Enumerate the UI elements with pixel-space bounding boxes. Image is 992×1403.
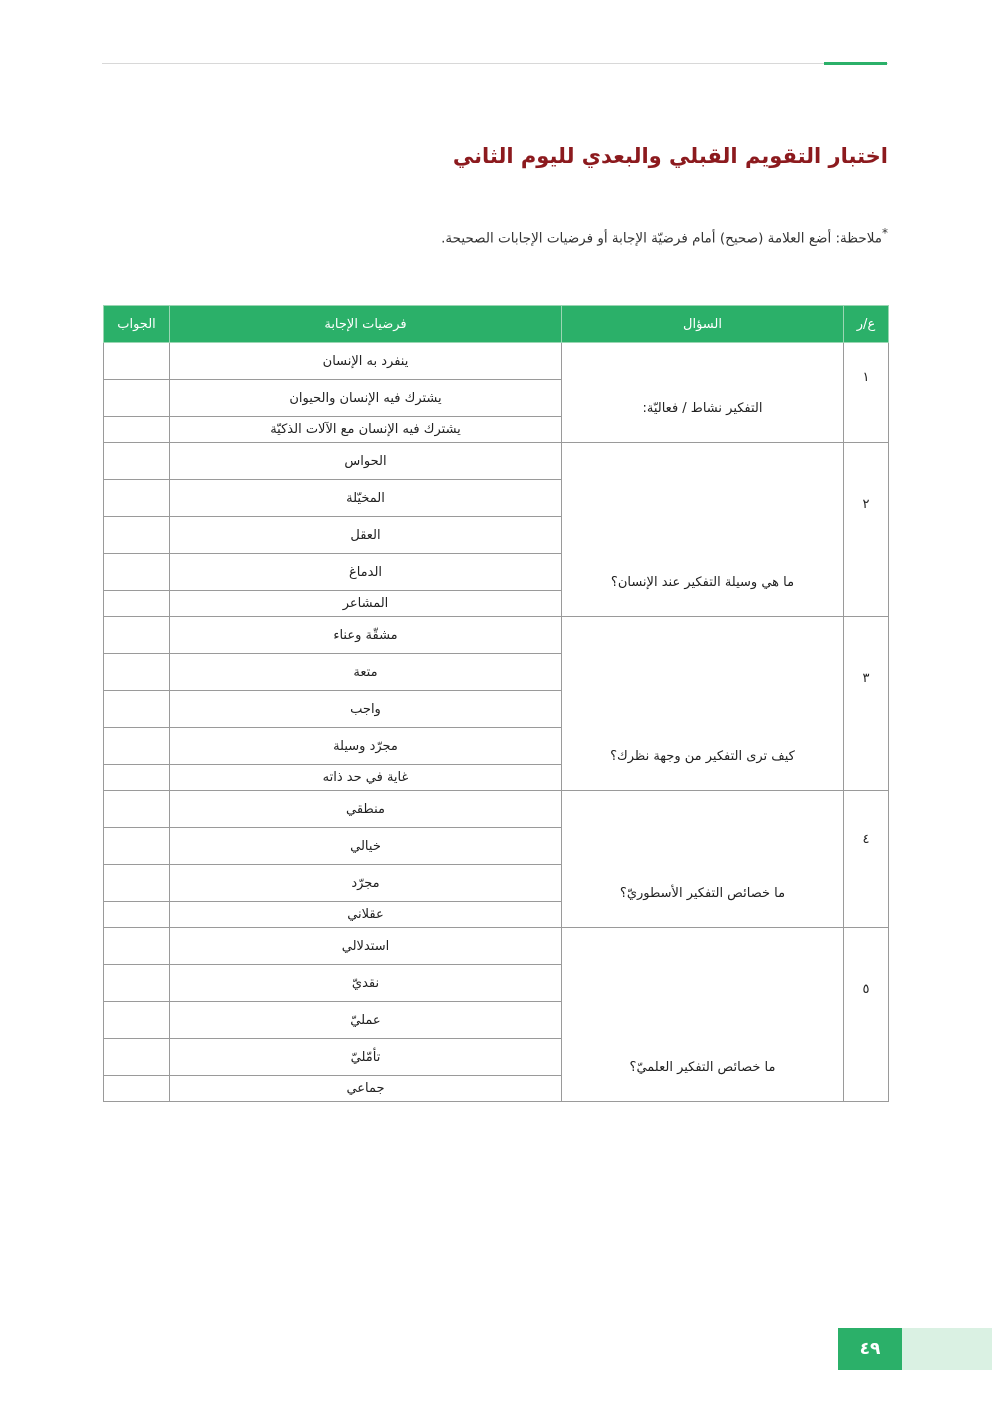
answer-cell[interactable] [104, 1039, 170, 1076]
hypothesis-option: عمليّ [170, 1002, 562, 1039]
hypothesis-option: الحواس [170, 443, 562, 480]
page-number: ٤٩ [838, 1328, 902, 1370]
question-text: كيف ترى التفكير من وجهة نظرك؟ [562, 617, 844, 791]
top-rule [102, 63, 888, 64]
hypothesis-option: واجب [170, 691, 562, 728]
hypothesis-option: نقديّ [170, 965, 562, 1002]
answer-cell[interactable] [104, 617, 170, 654]
hypothesis-option: المخيّلة [170, 480, 562, 517]
answer-cell[interactable] [104, 654, 170, 691]
question-number: ١ [844, 343, 889, 443]
header-number: ع/ر [844, 306, 889, 343]
hypothesis-option: المشاعر [170, 591, 562, 617]
hypothesis-option: مجرّد وسيلة [170, 728, 562, 765]
question-text: ما خصائص التفكير الأسطوريّ؟ [562, 791, 844, 928]
table-row [104, 443, 889, 480]
answer-cell[interactable] [104, 791, 170, 828]
page-strip [902, 1328, 992, 1370]
answer-cell[interactable] [104, 965, 170, 1002]
answer-cell[interactable] [104, 765, 170, 791]
question-text: ما خصائص التفكير العلميّ؟ [562, 928, 844, 1102]
answer-cell[interactable] [104, 343, 170, 380]
question-number: ٥ [844, 928, 889, 1102]
table-body [104, 343, 889, 1102]
answer-cell[interactable] [104, 1002, 170, 1039]
answer-cell[interactable] [104, 902, 170, 928]
evaluation-table [103, 305, 889, 1102]
table-row [104, 343, 889, 380]
answer-cell[interactable] [104, 443, 170, 480]
hypothesis-option: ينفرد به الإنسان [170, 343, 562, 380]
hypothesis-option: العقل [170, 517, 562, 554]
question-text: ما هي وسيلة التفكير عند الإنسان؟ [562, 443, 844, 617]
answer-cell[interactable] [104, 417, 170, 443]
page-title: اختبار التقويم القبلي والبعدي لليوم الثاني [452, 144, 888, 168]
instruction-note [441, 226, 888, 247]
hypothesis-option: يشترك فيه الإنسان والحيوان [170, 380, 562, 417]
answer-cell[interactable] [104, 591, 170, 617]
answer-cell[interactable] [104, 828, 170, 865]
table-header-row [104, 306, 889, 343]
table-row [104, 617, 889, 654]
hypothesis-option: جماعي [170, 1076, 562, 1102]
hypothesis-option: مجرّد [170, 865, 562, 902]
note-text: ملاحظة: أضع العلامة (صحيح) أمام فرضيّة الإجابة أو فرضيات الإجابات الصحيحة. [441, 230, 882, 247]
question-number: ٢ [844, 443, 889, 617]
hypothesis-option: خيالي [170, 828, 562, 865]
hypothesis-option: متعة [170, 654, 562, 691]
answer-cell[interactable] [104, 691, 170, 728]
table-row [104, 928, 889, 965]
hypothesis-option: عقلاني [170, 902, 562, 928]
question-number: ٣ [844, 617, 889, 791]
answer-cell[interactable] [104, 517, 170, 554]
header-answer: الجواب [104, 306, 170, 343]
hypothesis-option: تأمّليّ [170, 1039, 562, 1076]
note-asterisk: * [882, 226, 888, 240]
answer-cell[interactable] [104, 1076, 170, 1102]
hypothesis-option: استدلالي [170, 928, 562, 965]
answer-cell[interactable] [104, 728, 170, 765]
hypothesis-option: غاية في حد ذاته [170, 765, 562, 791]
hypothesis-option: الدماغ [170, 554, 562, 591]
answer-cell[interactable] [104, 928, 170, 965]
question-text: التفكير نشاط / فعاليّة: [562, 343, 844, 443]
top-accent-bar [824, 62, 887, 65]
answer-cell[interactable] [104, 480, 170, 517]
hypothesis-option: يشترك فيه الإنسان مع الآلات الذكيّة [170, 417, 562, 443]
question-number: ٤ [844, 791, 889, 928]
answer-cell[interactable] [104, 554, 170, 591]
hypothesis-option: منطقي [170, 791, 562, 828]
table-row [104, 791, 889, 828]
answer-cell[interactable] [104, 865, 170, 902]
hypothesis-option: مشقّة وعناء [170, 617, 562, 654]
answer-cell[interactable] [104, 380, 170, 417]
header-hypotheses: فرضيات الإجابة [170, 306, 562, 343]
header-question: السؤال [562, 306, 844, 343]
